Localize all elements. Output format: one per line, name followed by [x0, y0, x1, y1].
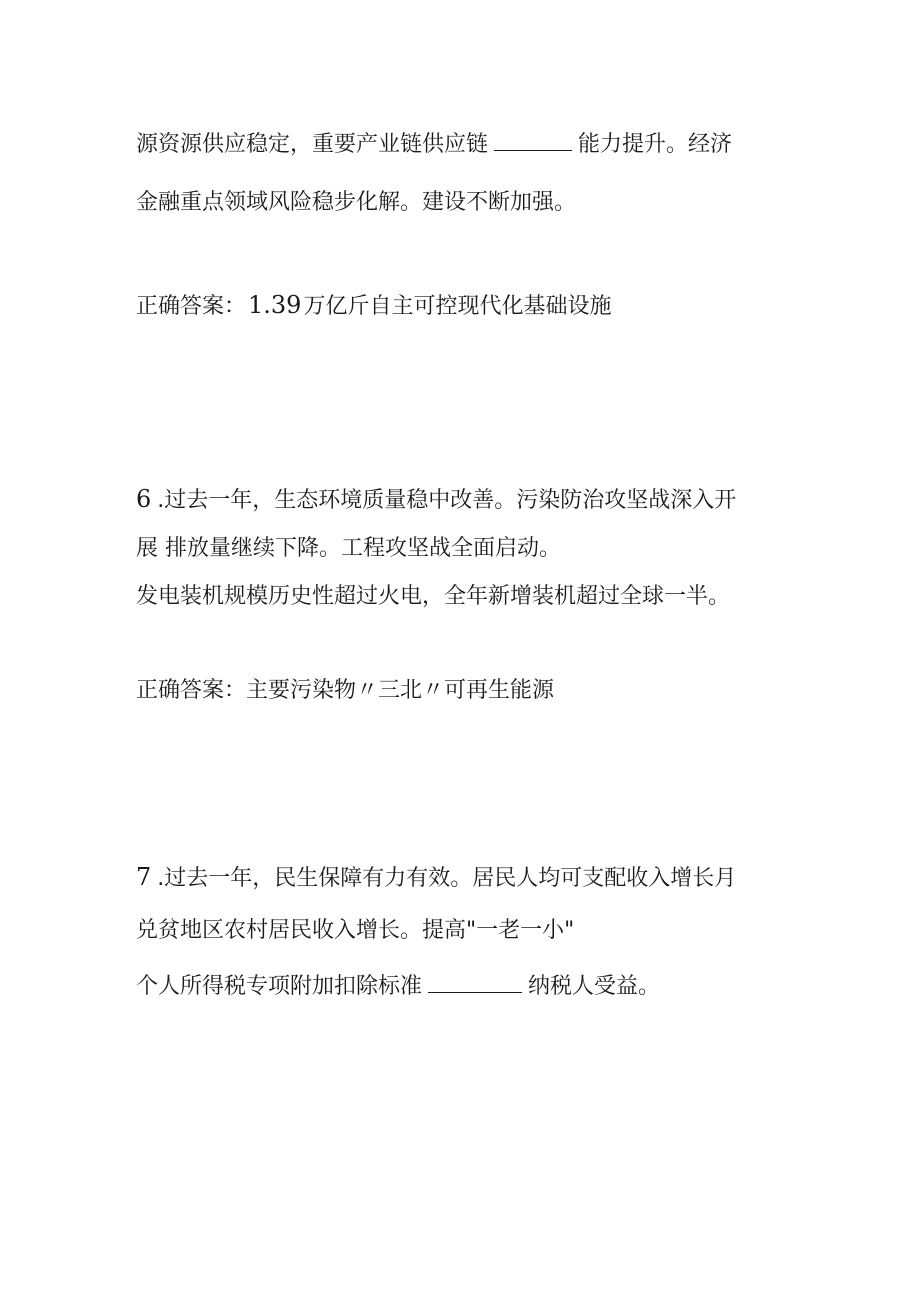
q7-line-3-text-a: 个人所得税专项附加扣除标准 — [136, 974, 423, 999]
q6-line-3: 发电装机规模历史性超过火电，全年新增装机超过全球一半。 — [136, 584, 731, 609]
q5-answer-text: 万亿斤自主可控现代化基础设施 — [303, 294, 612, 319]
q5-line-1 — [136, 130, 732, 160]
q7-line-2: 兑贫地区农村居民收入增长。提高"一老一小" — [136, 918, 575, 943]
q7-line-3-text-b: 纳税人受益。 — [528, 974, 661, 999]
q6-line-1-text: .过去一年，生态环境质量稳中改善。污染防治攻坚战深入开 — [157, 488, 737, 513]
q7-number: 7 — [136, 863, 152, 891]
q6-number: 6 — [136, 485, 152, 513]
q7-fill-blank — [428, 974, 522, 993]
q7-line-1-text: .过去一年，民生保障有力有效。居民人均可支配收入增长月 — [157, 866, 737, 891]
q6-line-2: 展 排放量继续下降。工程攻坚战全面启动。 — [136, 536, 561, 561]
q5-answer — [136, 290, 611, 322]
q6-line-1 — [136, 484, 736, 516]
q5-line-1-text-b: 能力提升。经济 — [578, 132, 733, 157]
q5-line-1-text-a: 源资源供应稳定，重要产业链供应链 — [136, 132, 489, 157]
q6-answer: 正确答案：主要污染物〃三北〃可再生能源 — [136, 678, 555, 703]
q7-line-1 — [136, 862, 736, 894]
q5-fill-blank — [494, 132, 572, 151]
q5-answer-label: 正确答案： — [136, 294, 247, 319]
q5-answer-number: 1.39 — [248, 291, 302, 319]
q7-line-3 — [136, 972, 660, 1002]
q5-line-2: 金融重点领域风险稳步化解。建设不断加强。 — [136, 190, 577, 215]
